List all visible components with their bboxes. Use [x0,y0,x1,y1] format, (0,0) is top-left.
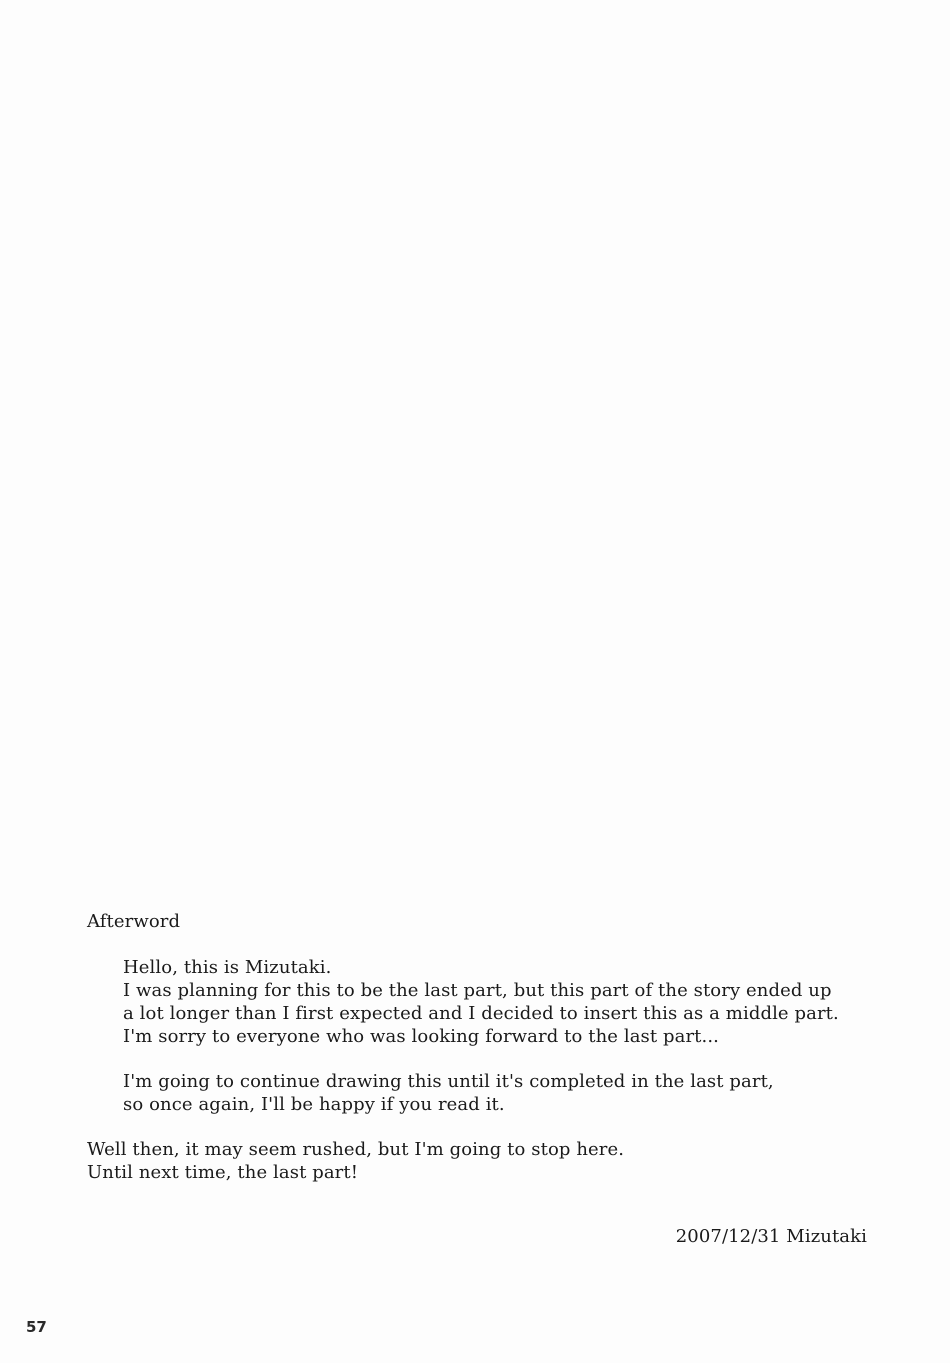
paragraph-1-line-2: I was planning for this to be the last part, but this part of the story ended up [123,980,832,1001]
paragraph-2-line-1: I'm going to continue drawing this until it's completed in the last part, [123,1071,774,1092]
closing-line-2: Until next time, the last part! [87,1162,359,1183]
paragraph-1-line-4: I'm sorry to everyone who was looking forward to the last part... [123,1026,719,1047]
afterword-title: Afterword [87,911,181,932]
signature-date: 2007/12/31 Mizutaki [675,1226,867,1247]
paragraph-1-line-1: Hello, this is Mizutaki. [123,957,332,978]
page-number: 57 [26,1318,47,1336]
paragraph-1-line-3: a lot longer than I first expected and I decided to insert this as a middle part. [123,1003,839,1024]
paragraph-2-line-2: so once again, I'll be happy if you read it. [123,1094,505,1115]
closing-line-1: Well then, it may seem rushed, but I'm going to stop here. [87,1139,625,1160]
